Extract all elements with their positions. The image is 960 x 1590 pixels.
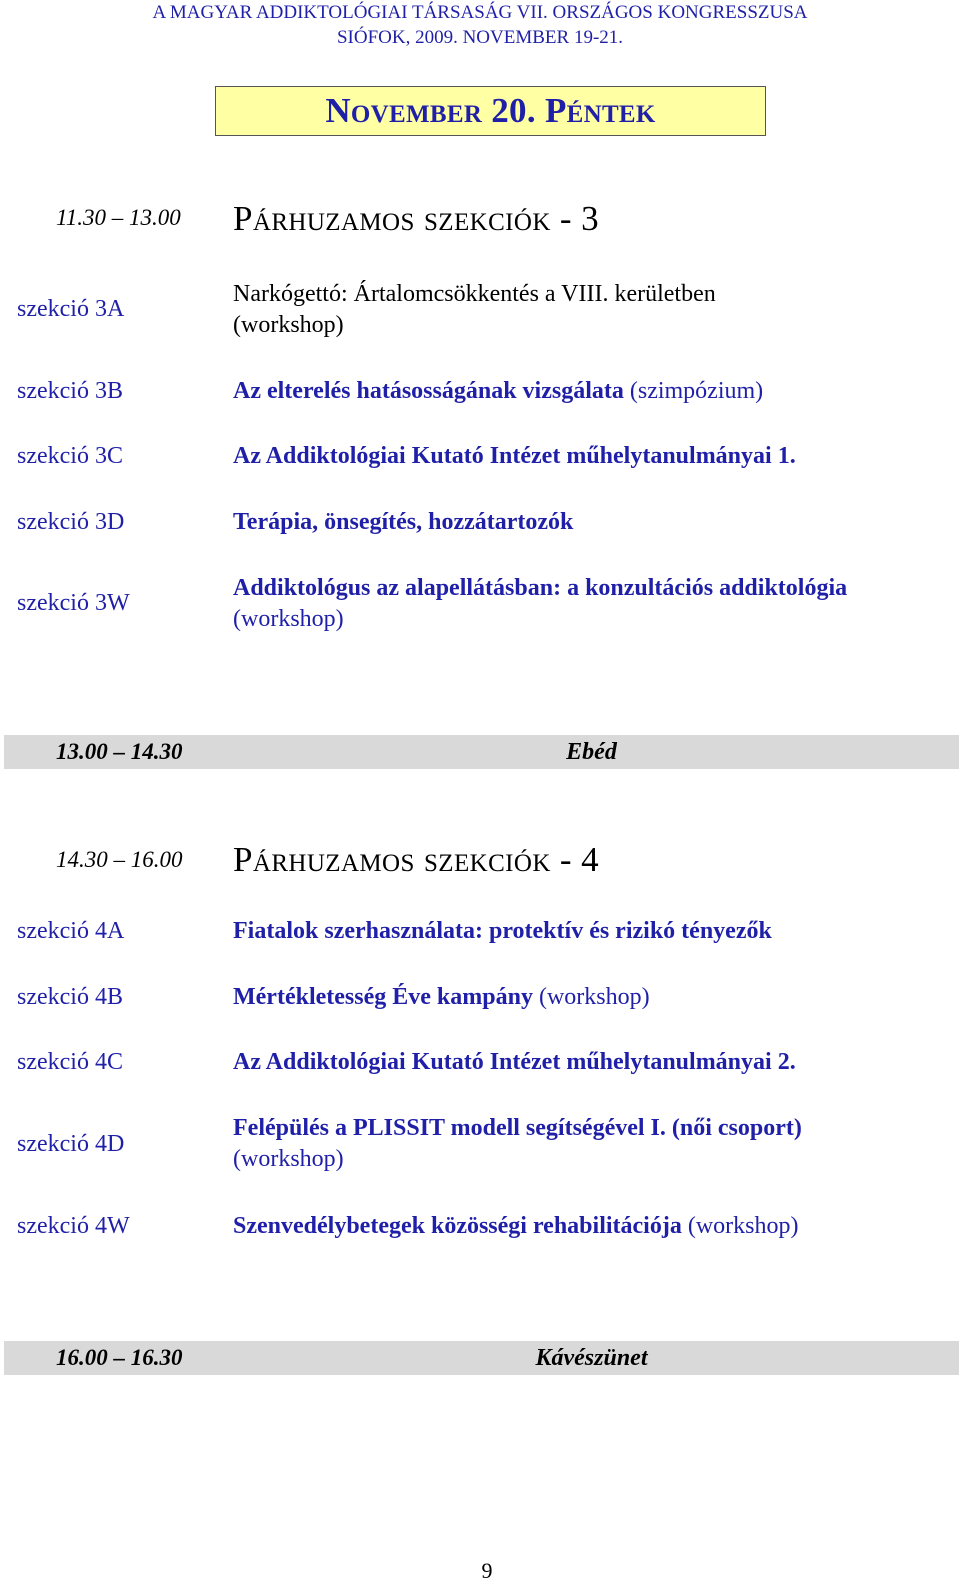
session-suffix: (workshop) [687,1213,799,1239]
session-title [233,1113,933,1175]
session-code: szekció 3A [17,296,125,322]
session-title [233,1047,933,1078]
session-title [233,573,853,635]
break-label: Kávészünet [535,1345,648,1371]
coffee-break-bar [4,1341,959,1375]
session-title [233,1211,933,1242]
session-title-text: Terápia, önsegítés, hozzátartozók [233,509,574,535]
session-suffix: (szimpózium) [629,378,764,404]
session-title-text: Felépülés a PLISSIT modell segítségével I. (női csoport) [233,1115,802,1141]
session-code: szekció 4W [17,1213,130,1239]
congress-title: A MAGYAR ADDIKTOLÓGIAI TÁRSASÁG VII. ORSZÁGOS KONGRESSZUSA [152,2,808,23]
block2-title: Párhuzamos szekciók - 4 [233,840,600,879]
session-code: szekció 4C [17,1049,123,1075]
page-number: 9 [481,1558,493,1583]
lunch-break-bar [4,735,959,769]
congress-location-date: SIÓFOK, 2009. NOVEMBER 19-21. [336,27,624,48]
session-title-text: Az Addiktológiai Kutató Intézet műhelytanulmányai 1. [233,443,796,469]
session-title-text: Szenvedélybetegek közösségi rehabilitációja [233,1213,682,1239]
session-title-text: Az Addiktológiai Kutató Intézet műhelytanulmányai 2. [233,1049,796,1075]
session-title [233,982,933,1013]
session-title [233,441,933,472]
session-code: szekció 3C [17,443,123,469]
session-title [233,916,933,947]
session-title-text: Fiatalok szerhasználata: protektív és rizikó tényezők [233,918,772,944]
break-label: Ebéd [566,739,617,765]
session-title [233,507,933,538]
session-title-text: Mértékletesség Éve kampány [233,984,533,1010]
session-suffix: (workshop) [233,606,344,632]
session-code: szekció 4D [17,1131,125,1157]
session-title-text: Addiktológus az alapellátásban: a konzultációs addiktológia [233,575,848,601]
session-code: szekció 3D [17,509,125,535]
block1-time: 11.30 – 13.00 [56,205,181,230]
session-title-text: Az elterelés hatásosságának vizsgálata [233,378,624,404]
session-code: szekció 3B [17,378,123,404]
session-suffix: (workshop) [233,312,344,338]
block2-time: 14.30 – 16.00 [56,847,183,872]
session-suffix: (workshop) [538,984,650,1010]
session-code: szekció 3W [17,590,130,616]
block1-title: Párhuzamos szekciók - 3 [233,199,600,238]
session-title-text: Narkógettó: Ártalomcsökkentés a VIII. kerületben [233,281,716,307]
break-time: 13.00 – 14.30 [56,739,183,764]
session-code: szekció 4B [17,984,123,1010]
session-code: szekció 4A [17,918,125,944]
session-title [233,279,933,341]
day-title: November 20. Péntek [215,86,766,136]
session-suffix: (workshop) [233,1146,344,1172]
break-time: 16.00 – 16.30 [56,1345,183,1370]
session-title [233,376,933,407]
